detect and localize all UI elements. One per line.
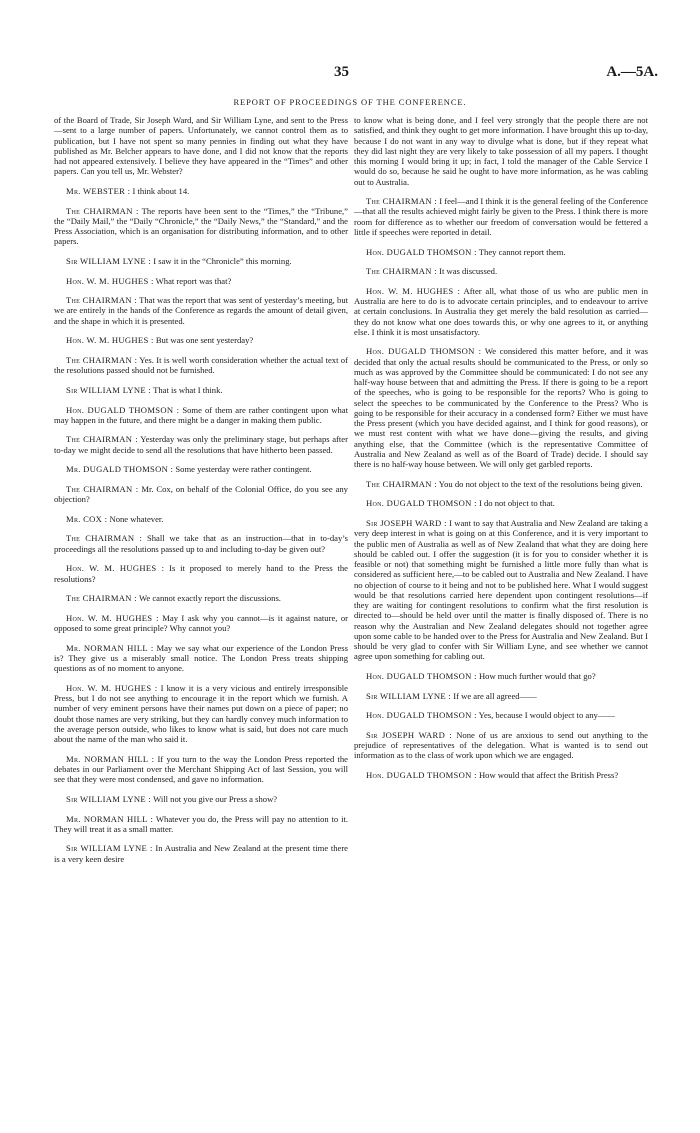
speech-text: I know it is a very vicious and entirely irresponsible Press, but I do not see anything to encourage it in the report which we furnish. A number of very eminent persons have their names put down on a piece of paper; no doubt those names are very striking, but they can hardly convey much information to the average person outside, who likes to know what is said, but does not care much about the name of the man who said it.: [54, 682, 348, 745]
speech-text: I feel—and I think it is the general feeling of the Conference—that all the results achieved might fairly be given to the Press. I think there is more room for difference as to whether our freedom of conversation would be fettered a little if speeches were reported in detail.: [354, 196, 648, 237]
speech-paragraph: [54, 683, 348, 745]
speech-text: Will not you give our Press a show?: [153, 793, 278, 804]
speech-paragraph: [354, 115, 648, 187]
speaker-name: Sir WILLIAM LYNE :: [66, 793, 152, 804]
speaker-name: Hon. W. M. HUGHES :: [366, 285, 461, 296]
speaker-name: Hon. DUGALD THOMSON :: [366, 246, 477, 257]
speech-text: to know what is being done, and I feel very strongly that the people there are not satisfied, and think they ought to get more information. I have brought this up to-day, because I do not want in any way to divulge what is done, but if they repeat what they did last night they are very likely to take possession of all my papers. I thought this morning I would bring it up; in fact, I told the manager of the Cable Service I would do so, because he said he ought to have more information, as he was cabling out to Australia.: [354, 115, 648, 187]
running-title: REPORT OF PROCEEDINGS OF THE CONFERENCE.: [233, 97, 467, 107]
speech-paragraph: [54, 464, 348, 474]
speaker-name: Mr. NORMAN HILL :: [66, 642, 154, 653]
speaker-name: Hon. DUGALD THOMSON :: [66, 404, 180, 415]
speaker-name: The CHAIRMAN :: [66, 483, 139, 494]
document-reference: A.—5A.: [606, 64, 658, 80]
speech-text: You do not object to the text of the resolutions being given.: [438, 478, 643, 489]
speech-paragraph: [54, 593, 348, 603]
speaker-name: Hon. W. M. HUGHES :: [66, 563, 165, 574]
speaker-name: The CHAIRMAN :: [66, 533, 143, 544]
speaker-name: The CHAIRMAN :: [66, 205, 139, 216]
speech-text: Yesterday was only the preliminary stage, but perhaps after to-day we might decide to send all the resolutions that have hitherto been passed.: [54, 434, 348, 455]
speaker-name: Mr. WEBSTER :: [66, 185, 131, 196]
speech-paragraph: [54, 256, 348, 266]
speaker-name: Hon. W. M. HUGHES :: [66, 275, 154, 286]
speaker-name: The CHAIRMAN :: [66, 354, 138, 365]
speech-text: How much further would that go?: [478, 671, 596, 682]
page-number: 35: [334, 64, 349, 80]
speaker-name: The CHAIRMAN :: [66, 295, 138, 306]
speech-text: After all, what those of us who are public men in Australia are here to do is to advocate certain principles, and to endeavour to arrive at certain conclusions. In Australia they get merely the bald resolution as carried—they do not know what one does towards this, or why one agrees to it, or anything else. I think it is most unsatisfactory.: [354, 285, 648, 337]
speaker-name: Sir WILLIAM LYNE :: [66, 384, 152, 395]
speech-paragraph: [354, 247, 648, 257]
speech-text: If you turn to the way the London Press reported the debates in our Parliament over the Merchant Shipping Act of last Session, you will see that they were most condensed, and gave no information.: [54, 753, 348, 785]
speech-paragraph: [54, 533, 348, 554]
speech-paragraph: [54, 794, 348, 804]
speech-text: The reports have been sent to the “Times,” the “Tribune,” the “Daily Mail,” the “Daily “Chronicle,” the “Daily News,” the “Standard,” and the Press Association, which is an organisation for distributing information, and to other papers.: [54, 205, 348, 247]
speaker-name: Sir WILLIAM LYNE :: [66, 255, 152, 266]
speech-text: Some yesterday were rather contingent.: [175, 464, 312, 475]
speaker-name: Sir JOSEPH WARD :: [366, 729, 453, 740]
speaker-name: Sir WILLIAM LYNE :: [366, 690, 452, 701]
speech-paragraph: [54, 814, 348, 835]
speech-paragraph: [54, 335, 348, 345]
speaker-name: Hon. DUGALD THOMSON :: [366, 346, 482, 357]
speaker-name: The CHAIRMAN :: [366, 478, 437, 489]
speech-paragraph: [54, 385, 348, 395]
speech-text: Is it proposed to merely hand to the Press the resolutions?: [54, 563, 348, 584]
speaker-name: Mr. NORMAN HILL :: [66, 753, 155, 764]
speech-text: In Australia and New Zealand at the present time there is a very keen desire: [54, 843, 348, 864]
speech-paragraph: [54, 405, 348, 426]
speech-text: What report was that?: [155, 275, 232, 286]
speech-paragraph: [54, 484, 348, 505]
speech-paragraph: [54, 276, 348, 286]
left-column: [54, 115, 348, 873]
speech-text: Yes. It is well worth consideration whether the actual text of the resolutions passed should not be furnished.: [54, 354, 348, 376]
speech-paragraph: [354, 196, 648, 237]
speech-paragraph: [54, 643, 348, 674]
speaker-name: Mr. NORMAN HILL :: [66, 813, 154, 824]
speaker-name: Hon. DUGALD THOMSON :: [366, 671, 477, 682]
speech-text: That was the report that was sent of yesterday’s meeting, but we are entirely in the hands of the Conference as regards the amount of detail given, and the shape in which it is presented.: [54, 295, 349, 326]
speech-paragraph: [354, 730, 648, 761]
speech-text: Yes, because I would object to any——: [478, 710, 615, 721]
speech-paragraph: [354, 346, 648, 469]
speech-paragraph: [54, 355, 348, 376]
speech-paragraph: [54, 754, 348, 785]
speaker-name: Hon. DUGALD THOMSON :: [366, 710, 477, 721]
speech-text: Whatever you do, the Press will pay no attention to it. They will treat it as a small matter.: [54, 813, 348, 834]
speech-text: I think about 14.: [132, 185, 190, 196]
speaker-name: Mr. COX :: [66, 513, 108, 524]
speaker-name: The CHAIRMAN :: [366, 196, 438, 207]
speaker-name: Hon. DUGALD THOMSON :: [366, 770, 477, 781]
speech-paragraph: [54, 434, 348, 455]
speaker-name: Mr. DUGALD THOMSON :: [66, 464, 174, 475]
speech-text: May I ask why you cannot—is it against nature, or opposed to some great principle? Why cannot you?: [54, 612, 348, 634]
speech-paragraph: [354, 266, 648, 276]
right-column: [354, 115, 648, 790]
speech-text: May we say what our experience of the London Press is? They give us a miserably small notice. The London Press treats shipping questions as of no moment to anyone.: [54, 642, 348, 674]
speech-text: We considered this matter before, and it was decided that only the actual results should be communicated to the Press, or only so much as was approved by the Committee should be communicated: I do not see any half-way house between that and admitting the Press. If there is going to be a report of the speeches, who is going to be responsible for the reports? Who is going to select the speeches to be communicated by the Conference to the Press? Who is going to be responsible for their accuracy in a condensed form? Either we must have the Press present (which you have decided against, and I think for good reasons), or we must rest content with what we have done—giving the results, and giving anything else, that the Committee (which is the representative Committee of Australia and New Zealand as well as of the Board of Trade) decide. I should say there is no half-way house between. We will only get garbled reports.: [354, 346, 648, 470]
speaker-name: Sir JOSEPH WARD :: [366, 518, 447, 529]
speech-text: If we are all agreed——: [453, 690, 537, 701]
speech-text: How would that affect the British Press?: [478, 770, 619, 781]
speech-paragraph: [354, 710, 648, 720]
speaker-name: Hon. W. M. HUGHES :: [66, 682, 158, 693]
speech-text: I do not object to that.: [478, 498, 555, 509]
speaker-name: Hon. DUGALD THOMSON :: [366, 498, 477, 509]
speech-text: That is what I think.: [153, 384, 223, 395]
speech-text: I want to say that Australia and New Zealand are taking a very deep interest in what is going on at this Conference, and it is very important to the public men of Australia as well as of New Zealand that what they are doing here should be cabled out. I offer the suggestion (it is for you to consider whether it is feasible or not) that something might be furnished a little more fully than what is considered as sufficient here,—to be cabled out to Australia and New Zealand. I have no objection of course to it being and not to be published here. What I would suggest would be that resolutions carried here dependent upon contingent resolutions—if they are waiting for contingent resolutions to confirm what the first resolution is directed to—should be held over until the matter is finally disposed of. There is no reason why the Australian and New Zealand delegates should not together agree upon some cable to be handed over to the Press for Australia and New Zealand. But I should be very glad to confer with Sir William Lyne, and see whether we cannot agree upon something for cabling out.: [354, 518, 648, 662]
speech-text: of the Board of Trade, Sir Joseph Ward, and Sir William Lyne, and sent to the Press—sent to a large number of papers. Unfortunately, we cannot control them as to publication, but I have not spent so many pennies in finding out what they have published as Mr. Belcher appears to have done, and I did not know that the reports had not appeared extensively. I believe they have appeared in the “Times” and other papers. Can you tell us, Mr. Webster?: [54, 115, 348, 177]
speech-paragraph: [354, 691, 648, 701]
speech-paragraph: [354, 770, 648, 780]
speech-paragraph: [54, 115, 348, 177]
speech-text: Some of them are rather contingent upon what may happen in the future, and there might be a danger in making them public.: [54, 404, 348, 425]
speaker-name: The CHAIRMAN :: [66, 434, 138, 445]
speech-text: None whatever.: [109, 513, 164, 524]
speech-paragraph: [54, 295, 348, 326]
speech-paragraph: [54, 186, 348, 196]
speech-paragraph: [354, 286, 648, 337]
speaker-name: Sir WILLIAM LYNE :: [66, 843, 153, 854]
speech-text: It was discussed.: [439, 266, 498, 277]
speech-text: But was one sent yesterday?: [155, 335, 254, 346]
speech-paragraph: [354, 479, 648, 489]
speech-paragraph: [354, 671, 648, 681]
speech-paragraph: [54, 206, 348, 247]
speech-paragraph: [54, 563, 348, 584]
speech-paragraph: [54, 514, 348, 524]
speaker-name: The CHAIRMAN :: [366, 266, 437, 277]
speech-text: They cannot report them.: [478, 246, 566, 257]
speech-text: Shall we take that as an instruction—that in to-day’s proceedings all the resolutions passed up to and including to-day be given out?: [54, 533, 348, 554]
speech-text: None of us are anxious to send out anything to the prejudice of representatives of the delegation. What is wanted is to send out information as to the class of work upon which we are engaged.: [354, 729, 648, 761]
speech-text: We cannot exactly report the discussions.: [138, 593, 281, 604]
speech-paragraph: [54, 843, 348, 864]
speaker-name: The CHAIRMAN :: [66, 593, 137, 604]
speech-paragraph: [354, 498, 648, 508]
speaker-name: Hon. W. M. HUGHES :: [66, 335, 154, 346]
speech-paragraph: [54, 613, 348, 634]
speech-text: Mr. Cox, on behalf of the Colonial Office, do you see any objection?: [54, 483, 348, 505]
speaker-name: Hon. W. M. HUGHES :: [66, 612, 159, 623]
speech-text: I saw it in the “Chronicle” this morning.: [153, 255, 292, 266]
speech-paragraph: [354, 518, 648, 662]
